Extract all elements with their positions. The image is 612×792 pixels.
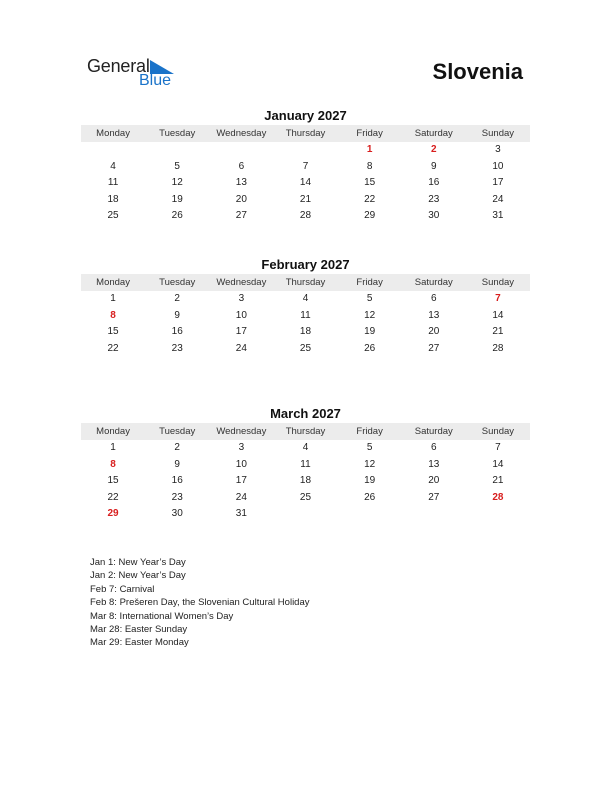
day-cell: 22: [364, 193, 376, 205]
day-cell: 10: [235, 309, 247, 321]
day-cell: 21: [299, 193, 312, 205]
weekday-label: Wednesday: [216, 128, 267, 139]
weekday-label: Friday: [356, 426, 383, 437]
day-cell: 4: [110, 160, 116, 172]
day-cell: 1: [110, 442, 116, 453]
day-cell: 8: [366, 160, 373, 172]
day-cell: 25: [299, 342, 312, 354]
holiday-note: Jan 1: New Year’s Day: [90, 557, 186, 568]
day-cell: 15: [107, 326, 119, 338]
day-cell: 17: [235, 326, 247, 338]
holiday-day-cell: 28: [492, 491, 504, 503]
day-cell: 25: [107, 210, 119, 222]
day-cell: 9: [174, 458, 180, 470]
day-cell: 2: [174, 442, 180, 453]
month-title: January 2027: [264, 108, 347, 123]
day-cell: 2: [174, 293, 180, 304]
weekday-label: Thursday: [285, 426, 326, 437]
holiday-day-cell: 8: [110, 309, 116, 321]
day-cell: 22: [107, 491, 119, 503]
day-cell: 5: [366, 293, 373, 304]
day-cell: 17: [492, 177, 504, 189]
holiday-note: Mar 8: International Women’s Day: [90, 610, 234, 622]
holiday-note: Mar 28: Easter Sunday: [90, 624, 188, 636]
weekday-label: Thursday: [285, 277, 326, 288]
day-cell: 19: [171, 193, 183, 205]
day-cell: 19: [364, 326, 376, 338]
generalblue-logo: [87, 56, 187, 92]
day-cell: 31: [235, 508, 247, 520]
week-row: [81, 159, 530, 176]
holiday-day-cell: 29: [107, 508, 119, 520]
holiday-note: Mar 29: Easter Monday: [90, 637, 189, 649]
day-cell: 12: [171, 177, 183, 189]
day-cell: 27: [235, 210, 247, 222]
day-cell: 3: [238, 442, 245, 453]
day-cell: 11: [107, 177, 119, 189]
month-february: [81, 256, 530, 357]
week-row: [81, 208, 530, 225]
day-cell: 26: [364, 491, 376, 503]
day-cell: 11: [300, 309, 311, 321]
day-cell: 9: [174, 309, 180, 321]
day-cell: 24: [492, 193, 504, 205]
month-title: February 2027: [261, 257, 350, 272]
week-row: [81, 473, 530, 490]
country-title: Slovenia: [432, 59, 523, 84]
day-cell: 24: [235, 342, 247, 354]
week-row: [81, 324, 530, 341]
weekday-label: Wednesday: [216, 277, 267, 288]
week-row: [81, 490, 530, 507]
weekday-header-row: [81, 274, 530, 291]
weekday-label: Thursday: [285, 128, 326, 139]
day-cell: 30: [171, 508, 183, 520]
week-row: [81, 440, 530, 457]
day-cell: 17: [235, 475, 247, 487]
weekday-label: Saturday: [414, 128, 453, 139]
weekday-header-row: [81, 125, 530, 142]
empty-day-cell: [145, 142, 209, 159]
holiday-day-cell: 7: [495, 293, 501, 304]
weekday-label: Friday: [356, 277, 383, 288]
weekday-label: Saturday: [414, 277, 453, 288]
day-cell: 16: [428, 177, 440, 189]
day-cell: 22: [107, 342, 119, 354]
day-cell: 11: [300, 458, 311, 470]
day-cell: 5: [174, 160, 180, 172]
day-cell: 14: [492, 458, 504, 470]
empty-day-cell: [273, 506, 337, 523]
weekday-label: Sunday: [481, 128, 515, 139]
week-row: [81, 308, 530, 325]
day-cell: 18: [299, 326, 312, 338]
day-cell: 26: [364, 342, 376, 354]
weekday-label: Tuesday: [159, 277, 196, 288]
week-row: [81, 175, 530, 192]
day-cell: 4: [302, 293, 309, 304]
day-cell: 30: [428, 210, 440, 222]
weekday-label: Saturday: [414, 426, 453, 437]
day-cell: 13: [235, 177, 247, 189]
day-cell: 24: [235, 491, 247, 503]
day-cell: 15: [107, 475, 119, 487]
week-row: [81, 142, 530, 159]
day-cell: 20: [428, 475, 440, 487]
week-row: [81, 291, 530, 308]
day-cell: 19: [364, 475, 376, 487]
day-cell: 29: [364, 210, 376, 222]
week-row: [81, 506, 530, 523]
weekday-label: Sunday: [481, 277, 515, 288]
day-cell: 6: [430, 442, 437, 453]
day-cell: 21: [492, 475, 504, 487]
holiday-day-cell: 1: [366, 144, 373, 155]
holiday-note: Feb 8: Prešeren Day, the Slovenian Cultural Holiday: [90, 597, 310, 609]
day-cell: 9: [430, 160, 437, 172]
day-cell: 7: [302, 160, 309, 172]
day-cell: 6: [430, 293, 437, 304]
day-cell: 13: [428, 458, 440, 470]
logo-blue-text: Blue: [139, 72, 172, 89]
day-cell: 27: [428, 491, 440, 503]
weekday-header-row: [81, 423, 530, 440]
day-cell: 20: [428, 326, 440, 338]
day-cell: 3: [238, 293, 245, 304]
holiday-day-cell: 8: [110, 458, 116, 470]
day-cell: 3: [495, 144, 501, 155]
day-cell: 1: [110, 293, 116, 304]
day-cell: 18: [107, 193, 119, 205]
day-cell: 10: [235, 458, 247, 470]
day-cell: 16: [171, 326, 183, 338]
weekday-label: Monday: [96, 426, 130, 437]
day-cell: 23: [171, 491, 183, 503]
weekday-label: Tuesday: [159, 426, 196, 437]
day-cell: 15: [364, 177, 376, 189]
day-cell: 18: [299, 475, 312, 487]
empty-day-cell: [81, 142, 145, 159]
day-cell: 21: [492, 326, 504, 338]
day-cell: 5: [366, 442, 373, 453]
holiday-note: Feb 7: Carnival: [90, 583, 155, 595]
day-cell: 4: [302, 442, 309, 453]
empty-day-cell: [402, 506, 466, 523]
day-cell: 27: [428, 342, 440, 354]
day-cell: 10: [492, 160, 504, 172]
week-row: [81, 192, 530, 209]
day-cell: 25: [299, 491, 312, 503]
month-march: [81, 405, 530, 523]
month-january: [81, 107, 530, 225]
day-cell: 31: [492, 210, 504, 222]
day-cell: 12: [364, 458, 376, 470]
empty-day-cell: [209, 142, 273, 159]
day-cell: 23: [171, 342, 183, 354]
holiday-day-cell: 2: [430, 144, 437, 155]
holiday-note: Jan 2: New Year’s Day: [90, 570, 186, 582]
day-cell: 16: [171, 475, 183, 487]
weekday-label: Tuesday: [159, 128, 196, 139]
holiday-notes-list: [90, 556, 310, 650]
day-cell: 14: [492, 309, 504, 321]
day-cell: 20: [235, 193, 247, 205]
day-cell: 7: [495, 442, 501, 453]
day-cell: 26: [171, 210, 183, 222]
week-row: [81, 457, 530, 474]
day-cell: 23: [428, 193, 440, 205]
weekday-label: Monday: [96, 277, 130, 288]
empty-day-cell: [273, 142, 337, 159]
weekday-label: Wednesday: [216, 426, 267, 437]
weekday-label: Friday: [356, 128, 383, 139]
weekday-label: Sunday: [481, 426, 515, 437]
day-cell: 28: [299, 210, 312, 222]
empty-day-cell: [338, 506, 402, 523]
month-title: March 2027: [270, 406, 341, 421]
day-cell: 6: [238, 160, 245, 172]
day-cell: 13: [428, 309, 440, 321]
day-cell: 12: [364, 309, 376, 321]
day-cell: 28: [492, 342, 504, 354]
logo-general-text: General: [87, 56, 150, 76]
weekday-label: Monday: [96, 128, 130, 139]
day-cell: 14: [299, 177, 312, 189]
week-row: [81, 341, 530, 358]
empty-day-cell: [466, 506, 530, 523]
